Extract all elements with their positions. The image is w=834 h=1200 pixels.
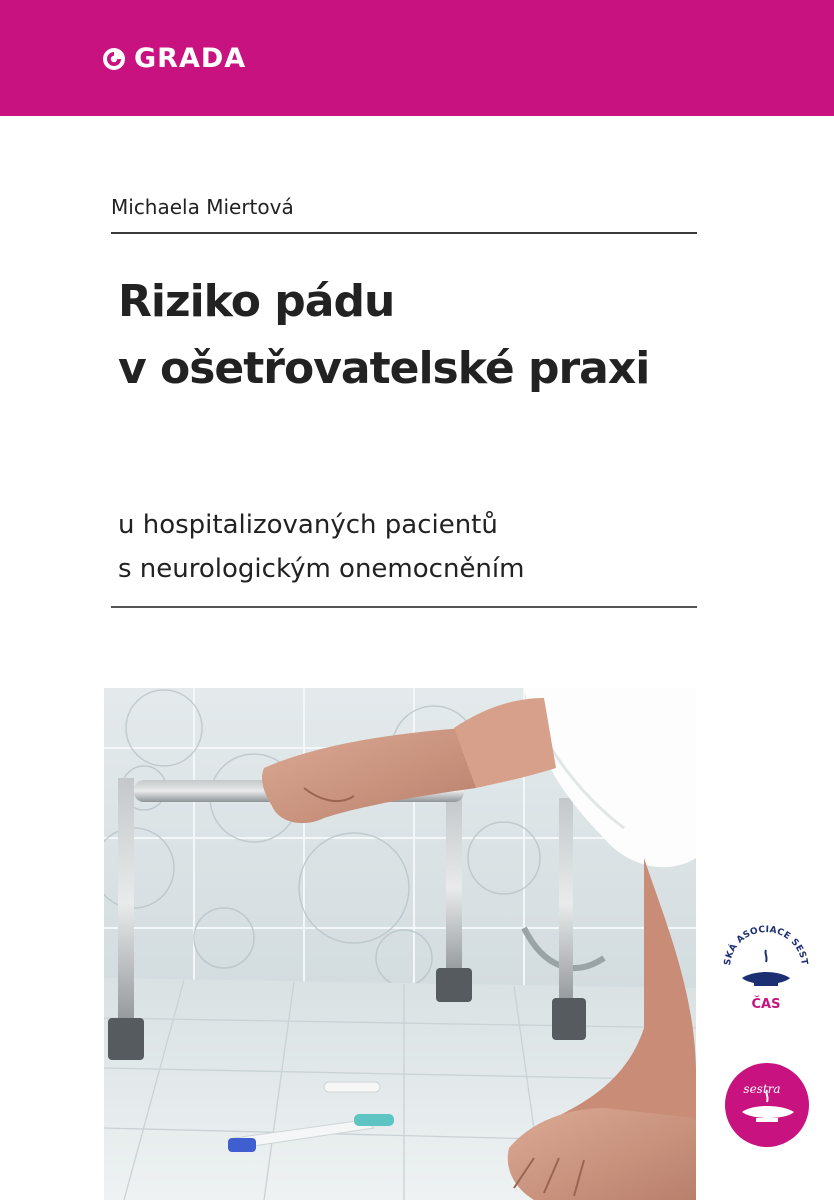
seal-word: sestra: [743, 1082, 781, 1096]
publisher-logo: [102, 44, 246, 74]
divider-bottom: [111, 606, 697, 608]
title-line-1: Riziko pádu: [118, 276, 395, 327]
divider-top: [111, 232, 697, 234]
cover-photo: [104, 688, 696, 1200]
book-subtitle: [118, 503, 718, 591]
publisher-name: GRADA: [134, 43, 247, 74]
subtitle-line-1: u hospitalizovaných pacientů: [118, 510, 498, 540]
author-name: Michaela Miertová: [111, 195, 294, 219]
grada-logo-icon: [102, 47, 126, 71]
sestra-seal: [722, 1060, 812, 1150]
subtitle-line-2: s neurologickým onemocněním: [118, 554, 525, 584]
cas-association-seal: [720, 916, 812, 1024]
svg-text:ČESKÁ ASOCIACE SESTER: [720, 916, 809, 966]
seal-abbr: ČAS: [751, 997, 781, 1012]
title-line-2: v ošetřovatelské praxi: [118, 343, 650, 394]
seal-ring-text: SKÁ ASOCIACE SEST: [723, 924, 809, 967]
book-title: [118, 268, 738, 402]
